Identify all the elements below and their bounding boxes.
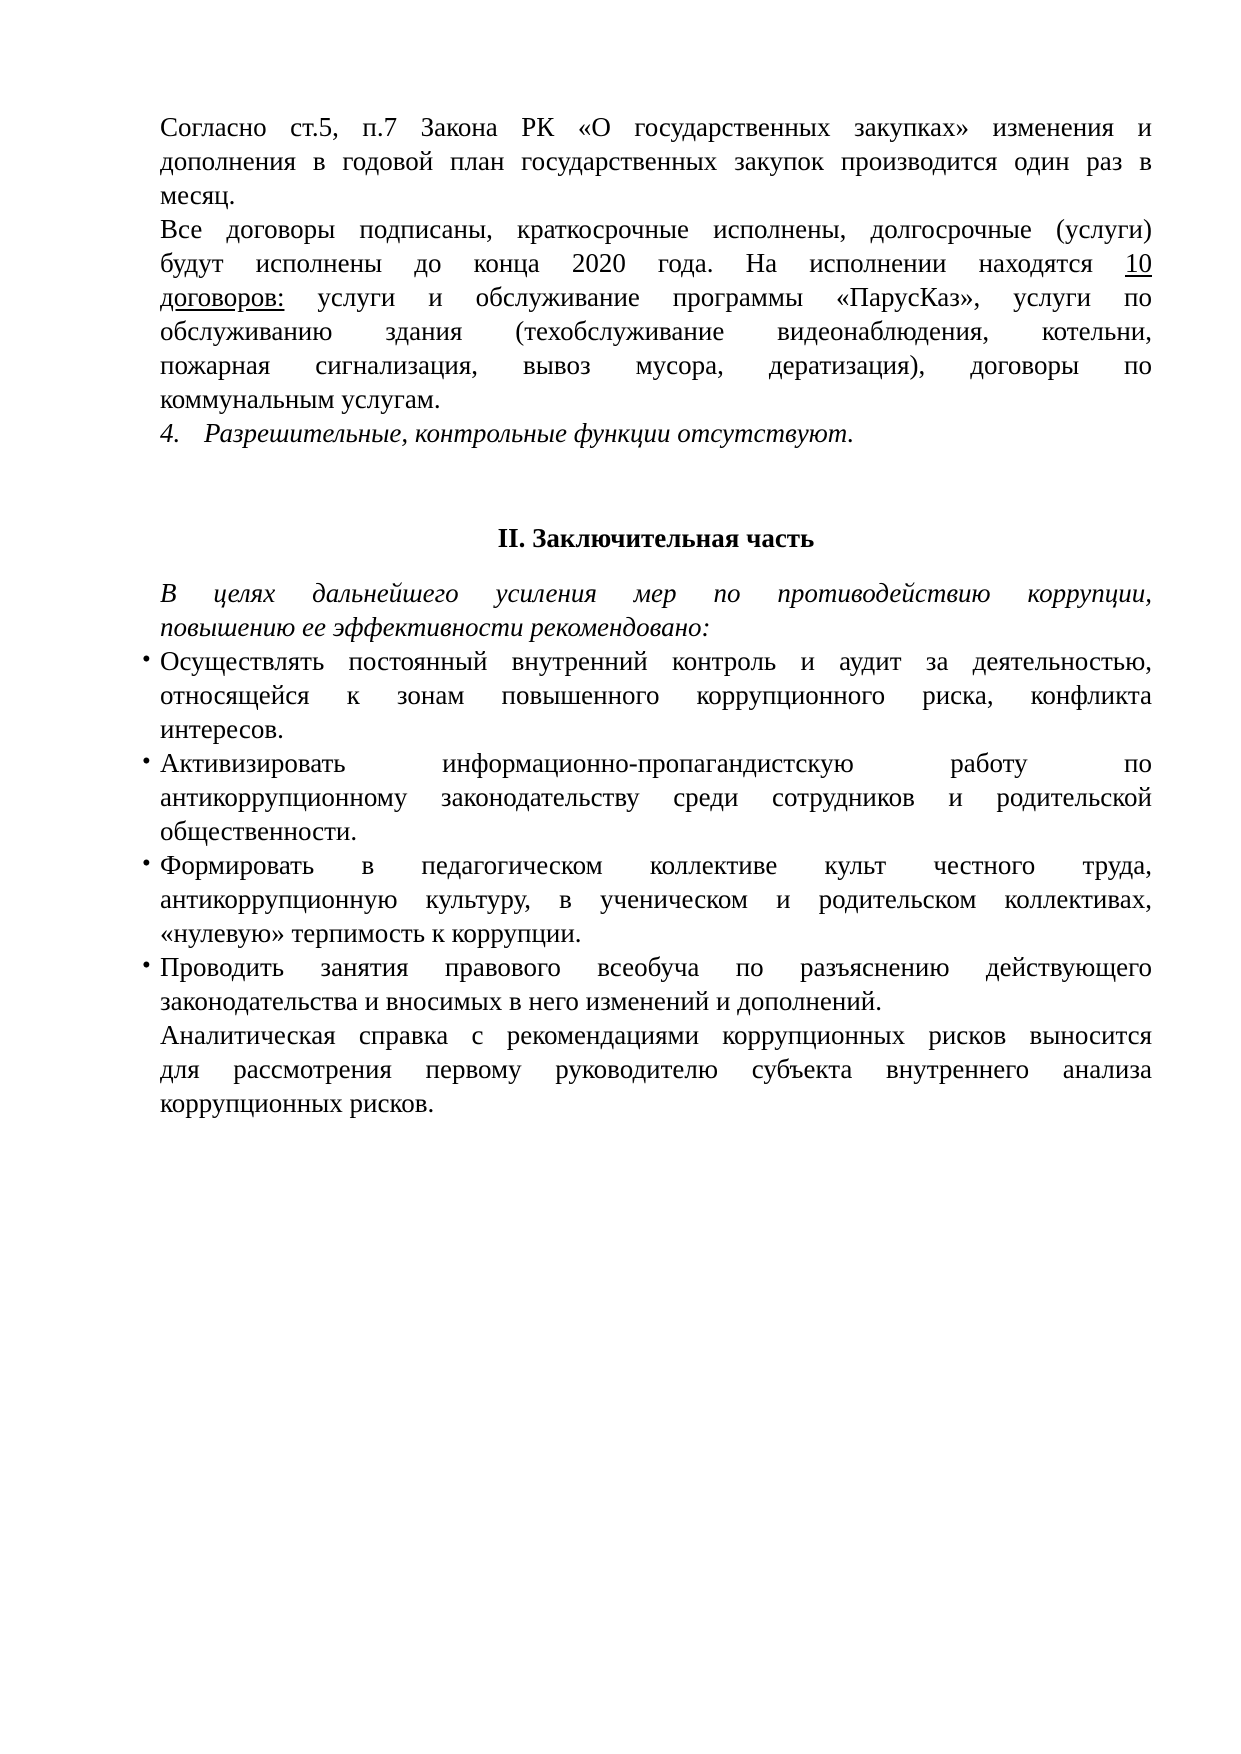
text-segment: будут исполнены до конца 2020 года. На исполнении находятся bbox=[160, 248, 1125, 278]
text-line bbox=[160, 348, 1152, 382]
text-line bbox=[160, 1052, 1152, 1086]
text-line bbox=[160, 212, 1152, 246]
text-segment: В целях дальнейшего усиления мер по противодействию коррупции, bbox=[160, 578, 1152, 608]
bullet-legal-training bbox=[142, 950, 1152, 1018]
text-segment: антикоррупционную культуру, в ученическом и родительском коллективах, bbox=[160, 884, 1152, 914]
heading-conclusion-text: II. Заключительная часть bbox=[497, 523, 815, 553]
bullet-icon: • bbox=[142, 748, 151, 775]
text-segment: Аналитическая справка с рекомендациями коррупционных рисков выносится bbox=[160, 1020, 1152, 1050]
text-segment: Активизировать информационно-пропагандистскую работу по bbox=[160, 748, 1152, 778]
list-number: 4. bbox=[160, 418, 181, 448]
text-line bbox=[160, 382, 1152, 416]
para-procurement-law bbox=[160, 110, 1152, 212]
underlined-text: договоров: bbox=[160, 282, 285, 312]
text-segment: Проводить занятия правового всеобуча по разъяснению действующего bbox=[160, 952, 1152, 982]
text-line bbox=[142, 848, 1152, 882]
text-segment: дополнения в годовой план государственных закупок производится один раз в bbox=[160, 146, 1152, 176]
text-segment: относящейся к зонам повышенного коррупционного риска, конфликта bbox=[160, 680, 1152, 710]
text-segment: услуги и обслуживание программы «ПарусКаз», услуги по bbox=[284, 282, 1152, 312]
text-segment: коррупционных рисков. bbox=[160, 1088, 435, 1118]
para-recommendation-intro bbox=[160, 576, 1152, 644]
text-segment: Осуществлять постоянный внутренний контроль и аудит за деятельностью, bbox=[160, 646, 1152, 676]
text-segment: повышению ее эффективности рекомендовано: bbox=[160, 612, 711, 642]
text-segment: антикоррупционному законодательству среди сотрудников и родительской bbox=[160, 782, 1152, 812]
text-segment: пожарная сигнализация, вывоз мусора, дератизация), договоры по bbox=[160, 350, 1152, 380]
bullet-internal-control bbox=[142, 644, 1152, 746]
bullet-icon: • bbox=[142, 952, 151, 979]
text-segment: для рассмотрения первому руководителю субъекта внутреннего анализа bbox=[160, 1054, 1152, 1084]
bullet-information-work bbox=[142, 746, 1152, 848]
bullet-pedagogical-culture bbox=[142, 848, 1152, 950]
text-line bbox=[160, 280, 1152, 314]
text-line bbox=[160, 712, 1152, 746]
text-line bbox=[160, 144, 1152, 178]
underlined-text: 10 bbox=[1125, 248, 1152, 278]
text-line bbox=[160, 246, 1152, 280]
text-line bbox=[160, 314, 1152, 348]
text-segment: Разрешительные, контрольные функции отсутствуют. bbox=[204, 418, 855, 448]
para-analytical-note bbox=[160, 1018, 1152, 1120]
text-line bbox=[160, 1086, 1152, 1120]
text-segment: обслуживанию здания (техобслуживание видеонаблюдения, котельни, bbox=[160, 316, 1152, 346]
text-line bbox=[160, 814, 1152, 848]
text-line bbox=[142, 644, 1152, 678]
text-line bbox=[160, 416, 1152, 450]
text-line bbox=[160, 882, 1152, 916]
text-segment: законодательства и вносимых в него изменений и дополнений. bbox=[160, 986, 882, 1016]
text-line bbox=[142, 746, 1152, 780]
text-line bbox=[160, 576, 1152, 610]
document-body bbox=[142, 110, 1152, 1120]
text-segment: месяц. bbox=[160, 180, 236, 210]
para-contracts bbox=[160, 212, 1152, 416]
bullet-icon: • bbox=[142, 646, 151, 673]
text-segment: Согласно ст.5, п.7 Закона РК «О государственных закупках» изменения и bbox=[160, 112, 1152, 142]
text-segment: Все договоры подписаны, краткосрочные исполнены, долгосрочные (услуги) bbox=[160, 214, 1152, 244]
text-line bbox=[160, 984, 1152, 1018]
text-line bbox=[160, 678, 1152, 712]
text-line bbox=[160, 610, 1152, 644]
text-line bbox=[160, 178, 1152, 212]
bullet-icon: • bbox=[142, 850, 151, 877]
text-line bbox=[160, 916, 1152, 950]
numbered-item-4 bbox=[160, 416, 1152, 450]
text-segment: интересов. bbox=[160, 714, 284, 744]
text-line bbox=[160, 780, 1152, 814]
heading-conclusion bbox=[160, 521, 1152, 555]
text-segment: «нулевую» терпимость к коррупции. bbox=[160, 918, 582, 948]
text-line bbox=[160, 110, 1152, 144]
text-segment: коммунальным услугам. bbox=[160, 384, 441, 414]
text-line bbox=[142, 950, 1152, 984]
text-segment: общественности. bbox=[160, 816, 358, 846]
text-line bbox=[160, 1018, 1152, 1052]
text-segment: Формировать в педагогическом коллективе культ честного труда, bbox=[160, 850, 1152, 880]
